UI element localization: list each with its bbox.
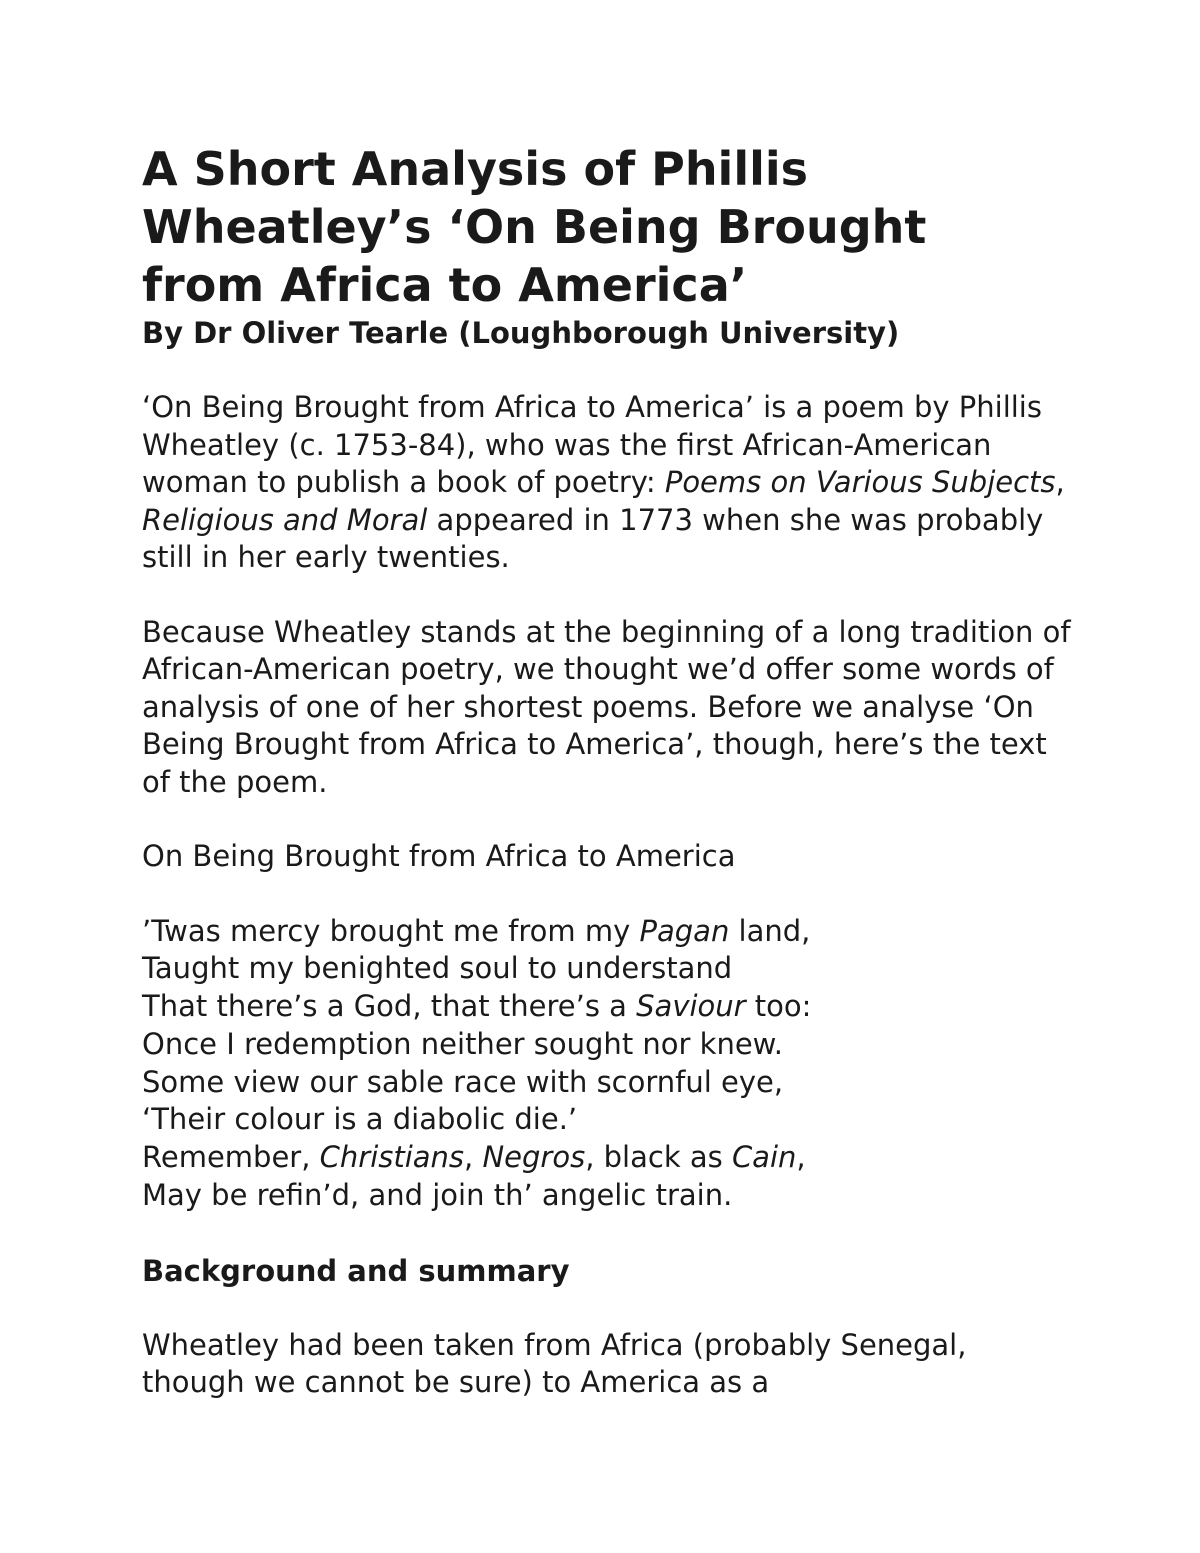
comma: ,	[1055, 465, 1065, 499]
poem-line-3	[142, 988, 1072, 1026]
spacer	[142, 577, 1072, 614]
author-byline: By Dr Oliver Tearle (Loughborough University)	[142, 316, 900, 350]
intro-text-end: appeared in 1773 when she was probably still in her early twenties.	[142, 502, 1044, 574]
poem-line-4: Once I redemption neither sought nor knew.	[142, 1026, 783, 1061]
poem-line-7	[142, 1139, 1072, 1177]
poem-italic: Christians	[319, 1140, 465, 1175]
poem-italic: Saviour	[636, 989, 746, 1024]
poem-line-1	[142, 913, 1072, 951]
spacer	[142, 801, 1072, 838]
poem-line-2: Taught my benighted soul to understand	[142, 951, 733, 986]
poem-text: land,	[729, 913, 811, 948]
document-title: A Short Analysis of Phillis Wheatley’s ‘On Being Brought from Africa to America’	[142, 142, 927, 312]
poem-text: ,	[796, 1140, 806, 1175]
section-paragraph: Wheatley had been taken from Africa (probably Senegal, though we cannot be sure) to America as a	[142, 1327, 967, 1400]
poem-text: ’Twas mercy brought me from my	[142, 913, 640, 948]
poem-text: too:	[745, 989, 812, 1024]
poem-italic: Negros	[482, 1140, 586, 1175]
spacer	[142, 352, 1072, 389]
poem-title: On Being Brought from Africa to America	[142, 839, 736, 873]
poem-italic: Cain	[731, 1140, 797, 1175]
poem-text: , black as	[585, 1140, 732, 1175]
intro-paragraph-2: Because Wheatley stands at the beginning of a long tradition of African-American poetry, we thought we’d offer some words of analysis of one of her shortest poems. Before we analyse ‘On Being Brought from Africa to America’, though, here’s the text of the poem.	[142, 614, 1071, 799]
spacer	[142, 1290, 1072, 1327]
poem-text: Remember,	[142, 1140, 320, 1175]
intro-paragraph-1	[142, 389, 1072, 577]
spacer	[142, 876, 1072, 913]
poem-text: ,	[464, 1140, 483, 1175]
intro-text-start: ‘On Being Brought from Africa to America’ is a poem by Phillis Wheatley (c. 1753-84), who was the first African-American woman to publish a book of poetry:	[142, 390, 1042, 499]
section-heading: Background and summary	[142, 1253, 570, 1288]
poem-line-5: Some view our sable race with scornful eye,	[142, 1064, 784, 1099]
book-title-part-1: Poems on Various Subjects	[664, 465, 1056, 499]
document-page	[142, 140, 1072, 1402]
book-title-part-2: Religious and Moral	[142, 502, 428, 537]
poem-text: That there’s a God, that there’s a	[142, 989, 637, 1024]
poem-italic: Pagan	[639, 913, 730, 948]
spacer	[142, 1215, 1072, 1252]
poem-line-6: ‘Their colour is a diabolic die.’	[142, 1102, 578, 1137]
poem-body	[142, 913, 1072, 1215]
poem-line-8: May be refin’d, and join th’ angelic train.	[142, 1178, 733, 1213]
